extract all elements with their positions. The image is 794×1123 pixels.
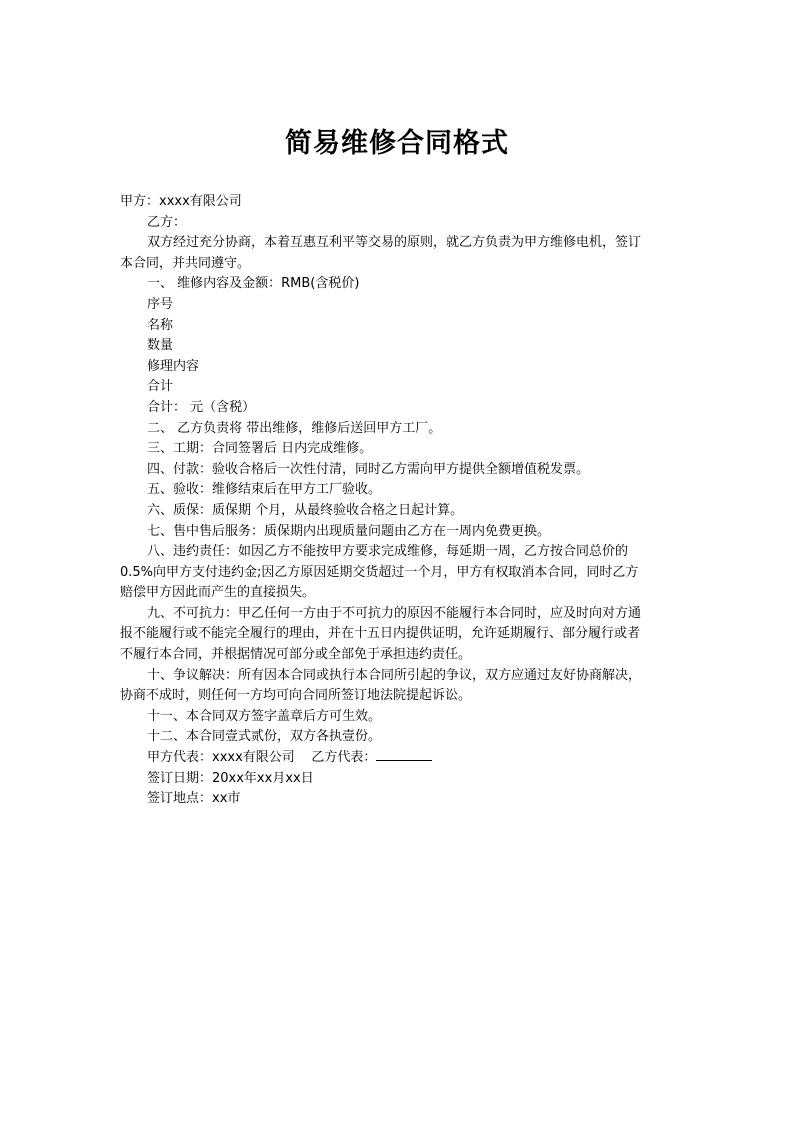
clause-8-line-2: 0.5%向甲方支付违约金;因乙方原因延期交货超过一个月，甲方有权取消本合同，同时乙方 (120, 564, 639, 580)
clause-11: 十一、本合同双方签字盖章后方可生效。 (147, 708, 382, 724)
section-1-heading: 一、 维修内容及金额：RMB(含税价) (147, 276, 360, 292)
table-label-repair-content: 修理内容 (147, 358, 200, 374)
table-label-name: 名称 (147, 317, 174, 333)
clause-10-line-2: 协商不成时，则任何一方均可向合同所签订地法院提起诉讼。 (120, 688, 472, 704)
clause-8 (120, 542, 680, 604)
clause-9 (120, 604, 680, 666)
representatives-line (120, 748, 680, 769)
contract-body (120, 192, 680, 810)
clause-12: 十二、本合同壹式贰份，双方各执壹份。 (147, 729, 382, 745)
signature-blank-line (376, 748, 432, 761)
clause-2: 二、 乙方负责将 带出维修，维修后送回甲方工厂。 (147, 420, 442, 436)
clause-10 (120, 666, 680, 707)
clause-5: 五、验收：维修结束后在甲方工厂验收。 (147, 482, 382, 498)
clause-6: 六、质保：质保期 个月，从最终验收合格之日起计算。 (147, 502, 464, 518)
table-label-serial: 序号 (147, 296, 174, 312)
clause-8-line-3: 赔偿甲方因此而产生的直接损失。 (120, 585, 316, 601)
clause-9-line-2: 报不能履行或不能完全履行的理由，并在十五日内提供证明，允许延期履行、部分履行或者 (120, 626, 641, 642)
clause-9-line-1: 九、不可抗力：甲乙任何一方由于不可抗力的原因不能履行本合同时，应及时向对方通 (147, 605, 642, 621)
party-a-line: 甲方：xxxx有限公司 (120, 194, 242, 209)
clause-7: 七、售中售后服务：质保期内出现质量问题由乙方在一周内免费更换。 (147, 523, 551, 539)
clause-3: 三、工期：合同签署后 日内完成维修。 (147, 441, 373, 457)
intro-paragraph (120, 233, 680, 274)
total-line: 合计： 元（含税） (147, 399, 256, 415)
clause-8-line-1: 八、违约责任：如因乙方不能按甲方要求完成维修，每延期一周，乙方按合同总价的 (147, 544, 629, 560)
intro-line-1: 双方经过充分协商，本着互惠互利平等交易的原则，就乙方负责为甲方维修电机，签订 (147, 235, 642, 251)
party-b-line: 乙方： (147, 214, 187, 230)
intro-line-2: 本合同，并共同遵守。 (120, 255, 251, 271)
party-a-representative: 甲方代表：xxxx有限公司 (147, 750, 295, 766)
table-label-subtotal: 合计 (147, 379, 174, 395)
clause-9-line-3: 不履行本合同，并根据情况可部分或全部免于承担违约责任。 (120, 647, 472, 663)
table-label-quantity: 数量 (147, 338, 174, 354)
clause-4: 四、付款：验收合格后一次性付清，同时乙方需向甲方提供全额增值税发票。 (147, 461, 590, 477)
party-b-representative: 乙方代表： (311, 750, 377, 766)
sign-date: 签订日期：20xx年xx月xx日 (147, 770, 314, 786)
sign-place: 签订地点：xx市 (147, 791, 241, 807)
page-title: 简易维修合同格式 (285, 128, 509, 159)
clause-10-line-1: 十、争议解决：所有因本合同或执行本合同所引起的争议，双方应通过友好协商解决， (147, 667, 642, 683)
